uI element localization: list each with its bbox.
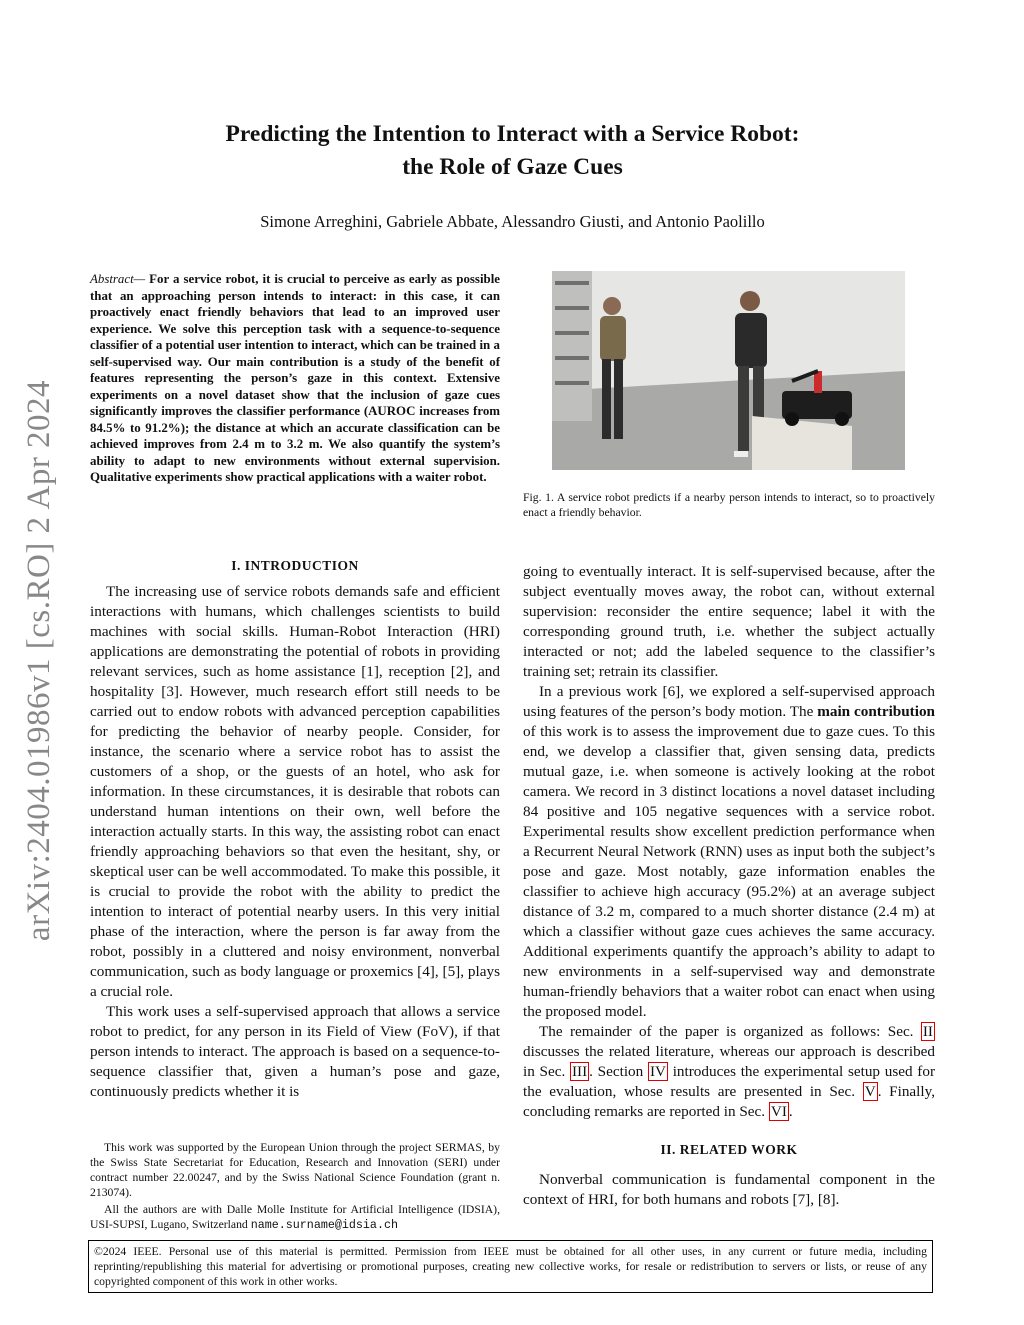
funding-footnote: This work was supported by the European Union through the project SERMAS, by the Swiss State Secretariat for Education, Research and Innovation (SERI) under contract number 22.00247, and by the Swiss National Science Foundation (grant n. 213074). — [90, 1141, 500, 1199]
title-line-1: Predicting the Intention to Interact with a Service Robot: — [225, 121, 800, 147]
section-heading-introduction: I. INTRODUCTION — [231, 558, 359, 573]
organization-text-4: introduces the experimental setup used for the evaluation, whose results are presented in Sec. — [523, 1063, 936, 1100]
figure-1-caption: Fig. 1. A service robot predicts if a nearby person intends to interact, so to proactively enact a friendly behavior. — [523, 491, 935, 519]
right-paragraph-2 — [523, 682, 935, 1022]
title-line-2: the Role of Gaze Cues — [402, 154, 623, 180]
organization-text-2: discusses the related literature, whereas our approach is described in Sec. — [523, 1043, 935, 1080]
abstract — [90, 271, 500, 486]
service-robot-scene-image — [552, 271, 905, 470]
section-link-ii[interactable]: II — [922, 1023, 933, 1040]
organization-text-5: . Finally, concluding remarks are reported in Sec. — [523, 1083, 935, 1120]
section-link-v[interactable]: V — [864, 1083, 876, 1100]
right-paragraph-3 — [523, 1022, 935, 1122]
section-link-iv[interactable]: IV — [649, 1063, 666, 1080]
section-heading-related-work: II. RELATED WORK — [660, 1142, 798, 1157]
right-paragraph-2-start: In a previous work [6], we explored a self-supervised approach using features of the person’s body motion. The — [523, 683, 935, 720]
arxiv-identifier: arXiv:2404.01986v1 [cs.RO] 2 Apr 2024 — [21, 379, 58, 941]
affiliation-text: All the authors are with Dalle Molle Institute for Artificial Intelligence (IDSIA), USI-SUPSI, Lugano, Switzerland — [90, 1203, 500, 1231]
left-column — [90, 556, 500, 1102]
author-email: name.surname@idsia.ch — [250, 1218, 398, 1232]
organization-text-3: . Section — [589, 1063, 648, 1080]
arxiv-sidebar-stamp — [10, 360, 70, 960]
related-work-paragraph-1: Nonverbal communication is fundamental component in the context of HRI, for both humans and robots [7], [8]. — [523, 1171, 935, 1208]
affiliation-footnote — [90, 1202, 500, 1233]
paper-title — [90, 118, 935, 184]
intro-paragraph-2: This work uses a self-supervised approach that allows a service robot to predict, for any person in its Field of View (FoV), if that person intends to interact. The approach is based on a sequence-to-sequence classifier that, given a human’s pose and gaze, continuously predicts whether it is — [90, 1003, 500, 1100]
right-column — [523, 562, 935, 1210]
right-paragraph-1: going to eventually interact. It is self-supervised because, after the subject eventually moves away, the robot can, without external supervision: reconsider the entire sequence; label it with the corresponding ground truth, i.e. whether the subject actually interacted or not; add the labeled sequence to the classifier’s training set; retrain its classifier. — [523, 563, 935, 680]
organization-text-1: The remainder of the paper is organized as follows: Sec. — [539, 1023, 921, 1040]
abstract-label: Abstract— — [90, 272, 146, 286]
footnotes — [90, 1140, 500, 1235]
abstract-body: For a service robot, it is crucial to perceive as early as possible that an approaching person intends to interact: in this case, it can proactively enact friendly behaviors that lead to an improved user experience. We solve this perception task with a sequence-to-sequence classifier of a potential user intention to interact, which can be trained in a self-supervised way. Our main contribution is a study of the benefit of features representing the person’s gaze in this context. Extensive experiments on a novel dataset show that the inclusion of gaze cues significantly improves the classifier performance (AUROC increases from 84.5% to 91.2%); the distance at which an accurate classification can be achieved improves from 2.4 m to 3.2 m. We also quantify the system’s ability to adapt to new environments without external supervision. Qualitative experiments show practical applications with a waiter robot. — [90, 272, 500, 484]
intro-paragraph-1: The increasing use of service robots demands safe and efficient interactions with humans, which challenges scientists to build machines with social skills. Human-Robot Interaction (HRI) applications are demonstrating the potential of robots in providing relevant services, such as home assistance [1], reception [2], and hospitality [3]. However, much research effort still needs to be carried out to endow robots with advanced perception capabilities for predicting the behavior of nearby people. Consider, for instance, the scenario where a service robot has to assist the customers of a shop, or the guests of an hotel, who ask for information. In these circumstances, it is desirable that robots can understand human intentions on their own, well before the interaction actually starts. In this way, the assisting robot can enact friendly approaching behaviors so that even the hesitant, shy, or skeptical user can be well accommodated. To make this possible, it is crucial to provide the robot with the ability to predict the intention to interact of potential nearby users. In this very initial phase of the interaction, where the person is far away from the robot, possibly in a cluttered and noisy environment, nonverbal communication, such as body language or proxemics [4], [5], plays a crucial role. — [90, 583, 500, 1000]
section-link-iii[interactable]: III — [571, 1063, 588, 1080]
organization-text-6: . — [788, 1103, 793, 1120]
section-link-vi[interactable]: VI — [770, 1103, 787, 1120]
figure-1-photo — [552, 271, 905, 470]
right-paragraph-2-rest: of this work is to assess the improvement due to gaze cues. To this end, we develop a classifier that, given sensing data, predicts mutual gaze, i.e. when someone is actively looking at the robot camera. We record in 3 distinct locations a novel dataset including 84 positive and 105 negative sequences with a service robot. Experimental results show excellent prediction performance when a Recurrent Neural Network (RNN) uses as input both the subject’s pose and gaze. Most notably, gaze information enables the classifier to achieve high accuracy (95.2%) at an average subject distance of 3.2 m, compared to a much shorter distance (2.4 m) at which a classifier without gaze cues achieves the same accuracy. Additional experiments quantify the approach’s ability to adapt to new environments in a self-supervised way and demonstrate human-friendly behaviors that a waiter robot can enact when using the proposed model. — [523, 723, 935, 1020]
copyright-notice: ©2024 IEEE. Personal use of this material is permitted. Permission from IEEE must be obtained for all other uses, in any current or future media, including reprinting/republishing this material for advertising or promotional purposes, creating new collective works, for resale or redistribution to servers or lists, or reuse of any copyrighted component of this work in other works. — [88, 1240, 933, 1293]
author-list: Simone Arreghini, Gabriele Abbate, Alessandro Giusti, and Antonio Paolillo — [260, 212, 765, 231]
main-contribution-emphasis: main contribution — [817, 703, 935, 720]
